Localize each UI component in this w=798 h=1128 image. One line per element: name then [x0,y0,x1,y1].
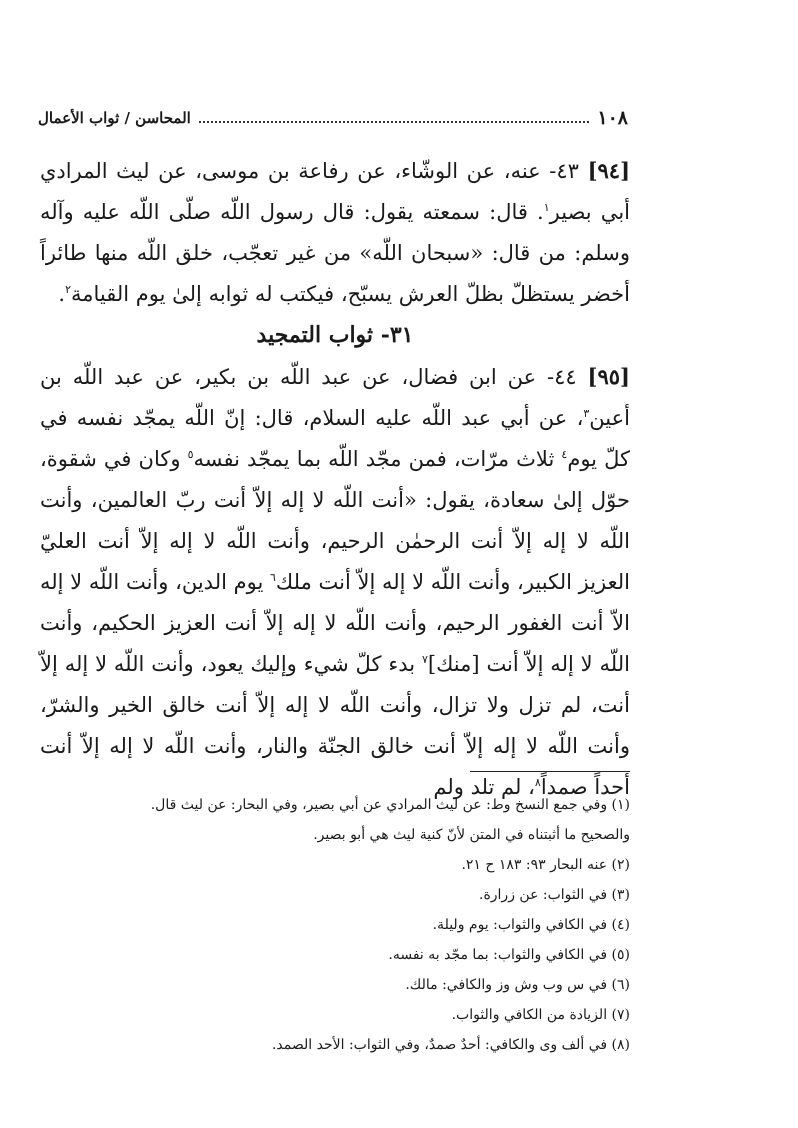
footnote-separator [470,771,630,772]
footnote-marker: ٤ [561,448,568,461]
footnote-marker: ٧ [421,653,428,666]
footnote-marker: ٥ [187,448,194,461]
footnote-marker: ٨ [534,776,541,789]
hadith-94 [40,150,630,315]
text-line: أبي بصير [549,200,630,224]
footnote-marker: ٣ [583,407,590,420]
text-line: سعادة، يقول: «أنت اللّه لا إله إلاّ أنت ربّ العالمين، وأنت اللّه لا إله إلاّ [40,488,630,553]
text-line: ٤٣- عنه، عن الوشّاء، عن رفاعة بن موسى، عن ليث المرادي [40,159,579,183]
footnote: (٥) في الكافي والثواب: بما مجّد به نفسه. [388,947,630,963]
section-title: ٣١- ثواب التمجيد [256,322,414,348]
header-dot-leader [199,121,590,123]
hadith-number: [٩٥] [587,364,630,389]
main-text [40,150,630,808]
hadith-95 [40,356,630,808]
footnote-marker: ١ [543,201,550,214]
footnote: (٦) في س وب وش وز والكافي: مالك. [405,977,630,993]
footnote-marker: ٦ [270,571,276,584]
text-line: وسلم: من قال: «سبحان اللّه» من غير تعجّب، خلق اللّه منها طائراً [40,241,630,265]
running-title: المحاسن / ثواب الأعمال [38,109,191,127]
footnote: والصحيح ما أثبتناه في المتن لأنّ كنية ليث هي أبو بصير. [313,827,630,843]
text-line: وكان في شقوة، حوّل إلىٰ [40,447,630,512]
footnote: (٧) الزيادة من الكافي والثواب. [451,1007,630,1023]
text-line: ثلاث مرّات، فمن مجّد اللّه بما يمجّد نفسه [193,447,555,471]
footnote: (٢) عنه البحار ٩٣: ١٨٣ ح ٢١. [461,857,630,873]
hadith-number: [٩٤] [587,158,630,183]
text-line: اللّه لا إله إلاّ أنت ملك [275,570,462,594]
footnote: (٣) في الثواب: عن زرارة. [479,887,630,903]
text-line: [منك] [427,652,480,676]
page-header [38,104,628,132]
text-line: بدء كلّ شيء وإليك يعود، وأنت اللّه لا إله إلاّ أنت، لم تزل ولا [40,652,630,717]
text-line: . [58,282,66,306]
text-line: عن أبي عبد اللّه عليه السلام، قال: إنّ اللّه يمجّد نفسه في كلّ يوم [40,406,630,471]
text-line: أخضر يستظلّ بظلّ العرش يسبّح، فيكتب له ثوابه إلىٰ يوم القيامة [71,282,630,306]
footnote-marker: ٢ [65,283,72,296]
text-line: ٤٤- عن ابن فضال، عن عبد اللّه بن بكير، عن عبد اللّه بن أعين [40,365,630,430]
text-line: . قال: سمعته يقول: قال رسول اللّه صلّى اللّه عليه وآله [40,200,544,224]
footnote: (٨) في ألف وى والكافي: أحدٌ صمدٌ، وفي الثواب: الأحد الصمد. [271,1037,630,1053]
footnote: (١) وفي جمع النسخ وط: عن ليث المرادي عن أبي بصير، وفي البحار: عن ليث قال. [150,797,630,813]
footnote: (٤) في الكافي والثواب: يوم وليلة. [432,917,630,933]
text-line: يوم الدين، وأنت اللّه لا إله الاّ أنت الغفور [40,570,630,635]
text-line: خالق الجنّة والنار، وأنت اللّه لا إله إلاّ أنت أحداً صمداً [40,734,630,799]
text-line: ، [576,406,584,430]
text-line: تزال، وأنت اللّه لا إله إلاّ أنت خالق الخير والشرّ، وأنت اللّه لا إله إلاّ أنت [40,693,630,758]
text-line: ، لم تلد ولم [433,775,535,799]
text-line: الرحيم، وأنت اللّه لا إله إلاّ أنت العزيز الحكيم، وأنت اللّه لا إله إلاّ أنت [40,611,630,676]
page-number: ١٠٨ [597,107,628,129]
text-line: أنت الرحمٰن الرحيم، وأنت اللّه لا إله إلاّ أنت العليّ العزيز الكبير، وأنت [40,529,630,594]
footnotes [40,790,630,1060]
